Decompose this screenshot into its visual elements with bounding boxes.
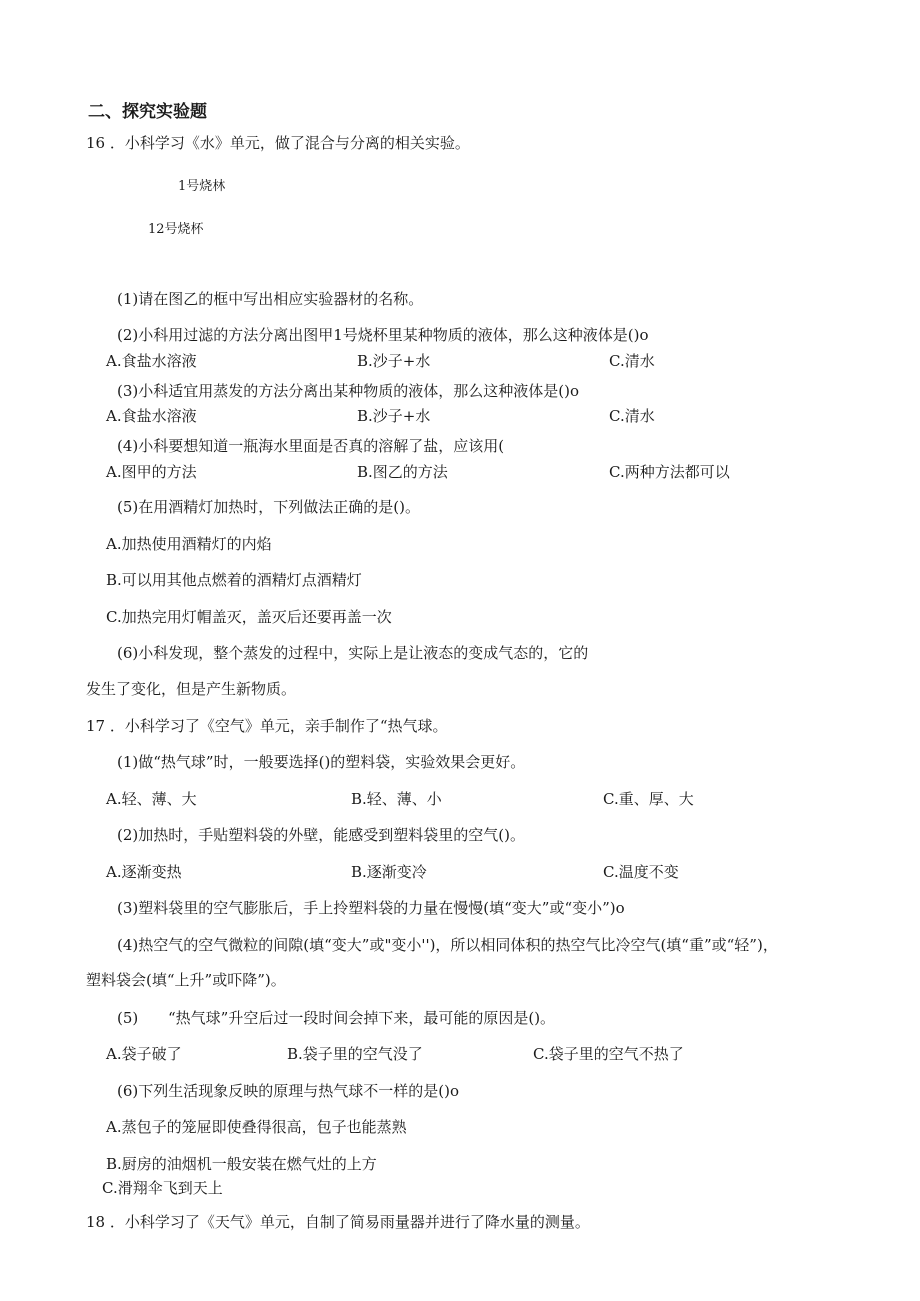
q16-part-5: (5)在用酒精灯加热时，下列做法正确的是()。 [117,498,420,516]
q17-part-1: (1)做“热气球”时，一般要选择()的塑料袋，实验效果会更好。 [117,753,526,771]
q16-part-6-line-1: (6)小科发现，整个蒸发的过程中，实际上是让液态的变成气态的，它的 [117,644,589,662]
q17-part-4-line-1: (4)热空气的空气微粒的间隙(填“变大”或"变小'')，所以相同体积的热空气比冷空气(填“重”或“轻”)， [117,936,778,954]
q18-stem: 18 ．小科学习了《天气》单元，自制了简易雨量器并进行了降水量的测量。 [86,1213,590,1231]
q16-part-5-option-b: B.可以用其他点燃着的酒精灯点酒精灯 [106,571,362,589]
q16-part-5-option-a: A.加热使用酒精灯的内焰 [106,535,272,553]
q17-part-2: (2)加热时，手贴塑料袋的外壁，能感受到塑料袋里的空气()。 [117,826,525,844]
q16-figure-label-2: 12号烧杯 [148,222,204,237]
q17-part-6: (6)下列生活现象反映的原理与热气球不一样的是()o [117,1082,459,1100]
q17-part-3: (3)塑料袋里的空气膨胀后，手上拎塑料袋的力量在慢慢(填“变大”或“变小”)o [117,899,625,917]
q16-figure-label-1: 1号烧林 [178,179,226,194]
q16-part-2-option-a: A.食盐水溶液 [106,352,197,370]
q17-stem: 17 ．小科学习了《空气》单元，亲手制作了“热气球。 [86,717,448,735]
q17-part-6-option-c: C.滑翔伞飞到天上 [102,1179,223,1197]
q16-part-2-option-c: C.清水 [609,352,655,370]
q17-part-5-option-c: C.袋子里的空气不热了 [533,1045,684,1063]
q16-part-2: (2)小科用过滤的方法分离出图甲1号烧杯里某种物质的液体，那么这种液体是()o [117,326,649,344]
q16-part-1: (1)请在图乙的框中写出相应实验器材的名称。 [117,290,424,308]
q17-part-2-option-c: C.温度不变 [603,863,679,881]
q16-part-3: (3)小科适宜用蒸发的方法分离出某种物质的液体，那么这种液体是()o [117,382,579,400]
q16-part-5-option-c: C.加热完用灯帽盖灭，盖灭后还要再盖一次 [106,608,392,626]
q17-part-2-option-b: B.逐渐变冷 [351,863,427,881]
q17-part-1-option-b: B.轻、薄、小 [351,790,442,808]
q17-part-4-line-2: 塑料袋会(填“上升”或吓降”)。 [86,971,286,989]
q17-part-5-option-b: B.袋子里的空气没了 [287,1045,423,1063]
q17-part-6-option-b: B.厨房的油烟机一般安装在燃气灶的上方 [106,1155,377,1173]
q17-part-5-option-a: A.袋子破了 [106,1045,182,1063]
q16-part-3-option-a: A.食盐水溶液 [106,407,197,425]
q16-part-3-option-c: C.清水 [609,407,655,425]
q16-part-4: (4)小科要想知道一瓶海水里面是否真的溶解了盐，应该用( [117,437,505,455]
q16-part-4-option-b: B.图乙的方法 [357,463,448,481]
q16-part-4-option-a: A.图甲的方法 [106,463,197,481]
q16-part-3-option-b: B.沙子+水 [357,407,431,425]
q16-part-6-line-2: 发生了变化，但是产生新物质。 [86,680,297,698]
q17-part-2-option-a: A.逐渐变热 [106,863,182,881]
q17-part-5-number: (5) [117,1009,139,1027]
q16-part-2-option-b: B.沙子+水 [357,352,431,370]
q17-part-1-option-c: C.重、厚、大 [603,790,694,808]
q16-stem: 16 ．小科学习《水》单元，做了混合与分离的相关实验。 [86,134,470,152]
section-title: 二、探究实验题 [88,102,207,122]
q17-part-1-option-a: A.轻、薄、大 [106,790,197,808]
q17-part-5: “热气球”升空后过一段时间会掉下来，最可能的原因是()。 [168,1009,556,1027]
q16-part-4-option-c: C.两种方法都可以 [609,463,730,481]
q17-part-6-option-a: A.蒸包子的笼屉即使叠得很高，包子也能蒸熟 [106,1118,407,1136]
